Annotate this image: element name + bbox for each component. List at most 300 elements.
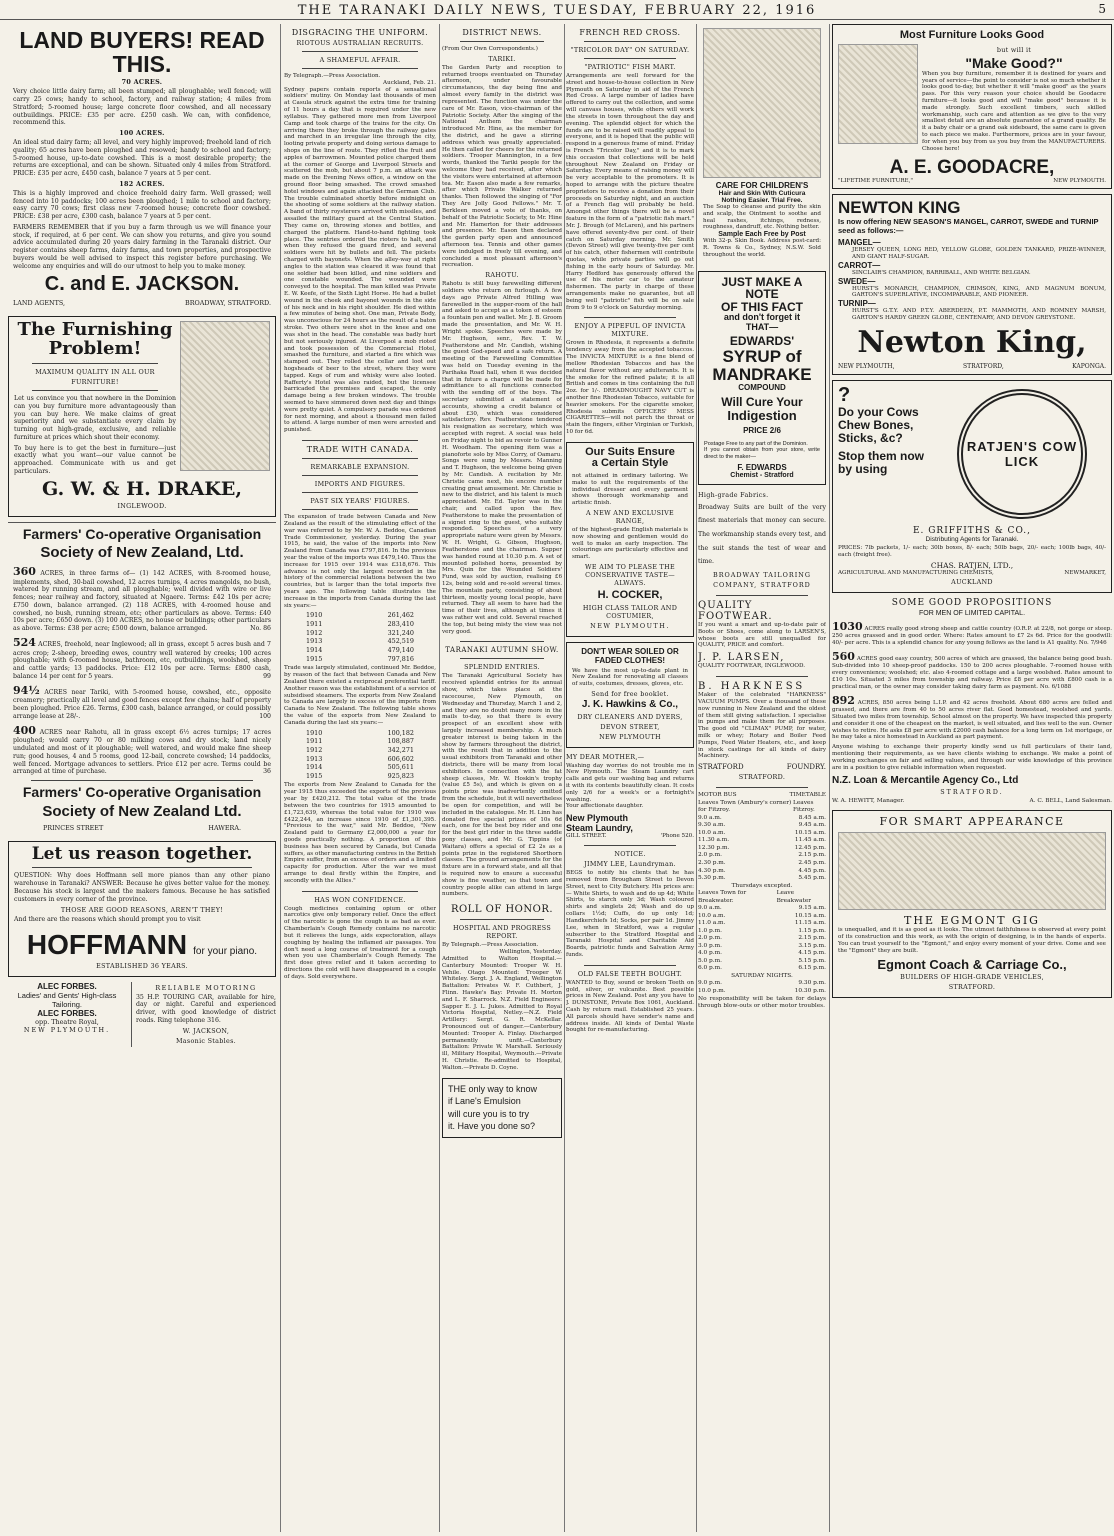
masthead-title: THE TARANAKI DAILY NEWS, TUESDAY, FEBRUARY 22, 1916 [297,3,817,18]
time-cell: 5.15 p.m. [798,957,826,964]
notice-body: BEGS to notify his clients that he has removed from Brougham Street to Devon Street, next to City Butchery. His prices are:— White Shirts, to wash and do up 4d; White Shirts, to starch only 3d; Wash coloured shirts and singlets 2d; Wash and do up collars 1½d; Cuffs, do up only 1d; Handkerchiefs 1d; Socks, per pair 1d. Jimmy Lee, when in Stratford, was a regular subscriber to the Stratford Hospital and Taranaki Hospital and Charitable Aid Boards, patriotic funds and Salvation Army funds. [566,870,694,958]
firm-name: ALEC FORBES. [37,1008,97,1018]
ad-line: Indigestion [727,407,797,423]
notice-title: OLD FALSE TEETH BOUGHT. [577,969,683,978]
ad-line: Sticks, &c? [838,430,903,445]
ad-body: not attained in ordinary tailoring. We make to suit the requirements of the individual dresser and every garment shows thorough workmanship and artistic finish. [572,472,688,507]
time-cell: 9.0 p.m. [698,980,722,987]
article-body: The Garden Party and reception to returned troops eventuated on Thursday afternoon, under favourable circumstances, the day being fine and almost every family in the district was represented. The function was under the care of Mr. Eason, vice-chairman of the Patriotic Society. After the singing of the National Anthem the chairman introduced Mr. Hine, as the member for the district, and he gave a stirring address which was greatly appreciated. He then called for cheers for the returned soldiers. Trooper Mannington, in a few words, thanked the Tariki people for the welcome they had received, after which the visitors were entertained at afternoon tea. Mr. Eason also made a few remarks, after which Private Walker returned thanks. Then followed the singing of "For They Are Jolly Good Fellows." Mr. T. Berkleen moved a vote of thanks, on behalf of the Patriotic Society, to Mr. Hine and Mr. Hamerton for their addresses and presence. Mr. Eason then declared the garden party open and announced afternoon tea. Tennis and other games were indulged in freely till evening, and concluded a most pleasant afternoon's recreation. [442,64,562,269]
timetable-subhead: Leave Breakwater [776,890,812,904]
ad-body: of the highest-grade English materials is now showing and gentlemen would do well to make an early inspection. The colourings are particularly effective and smart. [572,526,688,561]
firm-phone: 'Phone 520. [660,833,694,840]
firm-address: opp. Theatre Royal, [35,1017,99,1026]
foundry-name: FOUNDRY. [786,763,826,772]
ad-body: To buy here is to get the best in furniture—just exactly what you want—our value cannot be approached. Communicate with us and get particulars. [14,444,176,475]
firm-town: NEW PLYMOUTH [599,732,661,741]
ad-line: it. Have you done so? [448,1121,536,1132]
column-4 [566,24,694,1532]
listing-ref: No. 7/946 [1078,640,1107,647]
product-name: EDWARDS' [729,334,795,349]
ad-headline: Problem! [48,338,142,360]
larsen-ad [698,600,826,670]
cow-lick-seal-icon [957,389,1087,519]
time-cell: 12.30 p.m. [698,844,730,851]
article-subhead: A SHAMEFUL AFFAIR. [319,56,401,64]
table-year: 1913 [306,754,323,763]
article-body: Admitted to Walton Hospital.—Canterbury Mounted: Trooper W. H. Vehile. Otago Mounted: Trooper W. Whiteley. Sergt. J. A. England, Wellington Battalion: Privates W. F. Cuthbert, J. Flinn. Hawke's Bay: Private H. Morton and L. F. Sharrock. N.Z. Field Engineers: Sapper E. J. L. Jukes. Admitted to Royal Victoria Hospital, Netley.—N.Z. Field Artillery: Sergt. G. R. McKellar. Pronounced out of danger.—Canterbury Mounted: Trooper A. Finlay. Discharged permanently unfit.—Canterbury Battalion: Private W. Marshall. Seriously ill, Military Hospital, Weymouth.—Private H. Christie. Re-admitted to Hospital, Walton.—Private D. Coyne. [442,955,562,1071]
ad-line: THE only way to know [448,1083,538,1094]
seed-list: HURST'S G.T.Y. AND P.T.Y. ABERDEEN, P.T. MAMMOTH, AND ROMNEY MARSH, GARTON'S HARDY GREEN GLOBE, CENTENARY, AND DEVON GREYSTONE. [852,308,1106,322]
article-subhead: PAST SIX YEARS' FIGURES. [310,497,410,506]
article-body: Trade was largely stimulated, continued Mr. Beddoe, by reason of the fact that between Canada and New Zealand there existed a reciprocal preferential tariff. Another reason was the establishment of a service of subsidised steamers. The exports from New Zealand to Canada are largely in excess of the imports from Canada to New Zealand. The following table shows the value of the exports from New Zealand to Canada during the last six years:— [284,665,436,726]
ad-signature: Your affectionate daughter. [566,803,644,810]
firm-name: BROADWAY TAILORING [713,571,811,580]
listing-number: 1030 [832,620,863,634]
ad-headline: "Make Good?" [965,55,1063,71]
article-headline: FRENCH RED CROSS. [579,28,681,37]
ad-line: Do your Cows [838,405,919,420]
time-cell: 9.15 a.m. [798,905,826,912]
time-cell: 9.30 a.m. [698,822,726,829]
time-cell: 9.0 a.m. [698,814,722,821]
listing-number: 560 [832,650,855,664]
article-subhead: (From Our Own Correspondents.) [442,46,538,52]
listing [13,684,271,721]
ad-tagline: MAXIMUM QUALITY IN ALL OUR [35,368,155,377]
harkness-ad [698,681,826,781]
time-cell: 2.15 p.m. [798,935,826,942]
firm-address: DEVON STREET, [600,722,660,731]
time-cell: 6.15 p.m. [798,965,826,972]
ad-body: We have the most up-to-date plant in New Zealand for renovating all classes of suits, costumes, dresses, gloves, etc. [572,667,688,688]
article-body: The expansion of trade between Canada and New Zealand as the result of the stimulating effect of the war was referred to by Mr. W. A. Beddoe, Canadian Trade Commissioner, yesterday. During the year 1915, he said, the value of the imports into New Zealand from Canada was £797,816. In the previous year the value of the imports was £479,140. Thus the increase for 1915 over 1914 was £318,676. This advance is not only the largest recorded in the history of the commercial relations between the two countries, but is larger than the total imports five years ago. The following table illustrates the increase in the imports from Canada during the last six years:— [284,514,436,609]
ad-headline: Farmers' Co-operative Organisation [22,525,262,542]
place-heading: RAHOTU. [485,271,519,280]
hoffmann-ad [8,841,276,977]
time-cell: 3.0 p.m. [698,942,722,949]
table-value: 283,410 [387,620,414,629]
cocker-ad [566,442,694,637]
ad-body: is unequalled, and it is as good as it looks. The utmost faithfulness is observed at every point of its construction and this work, as with the origin of designing, is in the hands of experts. You can trust yourself to the "Egmont," and enjoy every moment of your drive. Come and see the "Egmont" they are built. [838,927,1106,954]
time-cell: 5.0 p.m. [698,957,722,964]
ad-tagline: A NEW AND EXCLUSIVE RANGE, [585,508,675,525]
table-value: 261,462 [387,611,414,620]
article-subhead: IMPORTS AND FIGURES. [314,480,406,489]
column-6 [832,24,1112,1532]
ad-headline: RELIABLE MOTORING [155,983,257,992]
article-body: Rahotu is still busy farewelling different soldiers who return on furlough. A few days ago Private Alfred Hilling was farewelled in the supper-room of the hall and asked to accept as a token of esteem a fountain pen and wallet. Mr. J. B. Groom made the presentation, and Mr. W. H. Wright spoke. Speeches were made by Mr. Hughson, senr., Rev. T. W. Featherstone and Mr. Candish, wishing the guest God-speed and a safe return. A meeting of the Farewelling Committee was held on Tuesday evening in the Parihaka Road hall, when it was decided that in future a charge will be made for admittance to all functions connected with the sending off of the boys. The secretary submitted a statement of accounts, showing a credit balance of about £30, which was considered satisfactory. Rev. Featherstone tendered his resignation as secretary, which was accepted with regret. A social was held on Friday night to bid au revoir to Gunner H. Woodham. The opening item was a pianoforte solo by Miss Corry, of Oamaru. Songs were sung by Messrs. Manning and T. Hughson, the welcome being given by Mr. Candish. A recitation by Mr. Christie came next, his encore number creating great amusement. Mr. Christie is new to the district, and his talent is much appreciated. Mr. Ed. Taylor was in the chair, and called upon the Rev. Featherstone to make the presentation of a signet ring to the guest, who suitably responded. Speeches of a very appropriate nature were given by Messrs. W. H. Wright, G. Gibson, Hughson, Featherstone and the chairman. Supper was handed round at 10.30 p.m. A set of mounted polished horns, presented by Mrs. Quin for the Wounded Soldiers' Fund, was sold by auction, realising £6 12s, being sold and re-sold several times. The mountain party, consisting of about thirteen, mostly young local people, have returned. They all seem to have had the time of their lives, although at times it was rather wet and cold. Several reached the top, but being misty the view was not very good. [442,281,562,635]
timetable-subhead: Leaves Town for Breakwater. [698,890,747,904]
ad-line: Chew Bones, [838,418,914,432]
listing [13,565,271,633]
article-cough [284,896,436,981]
firm-address: PRINCES STREET [43,823,104,832]
time-cell: 4.30 p.m. [698,867,726,874]
listing-text: ACRES, 850 acres being L.I.P. and 42 acres freehold. About 680 acres are felled and grassed, and there are from 40 to 50 acres river flat. Good homestead, woolshed and yards. Situated two miles from township. School almost on the property. We have inspected this property and consider it one of the cheapest on the market, is well situated, and lies well to the sun. Owner wishes to retire. He asks £8 per acre with £2000 cash balance for a long term on 1st mortgage, or he may take a nice homestead in Auckland as part payment. [832,699,1112,741]
time-cell: 10.0 a.m. [698,829,726,836]
page-number: 5 [1098,2,1106,16]
time-cell: 11.30 a.m. [698,837,730,844]
table-value: 505,611 [387,763,414,772]
motoring-ad [131,982,276,1047]
firm-address: Masonic Stables. [175,1036,237,1045]
hawkins-ad [566,642,694,748]
farm-text: Very choice little dairy farm; all been stumped; all ploughable; well fenced; will carry 25 cows; handy to school, factory, and railway station; 4 miles from Stratford; 5-roomed house; large concrete floor cowshed, and all necessary outbuildings. PRICE: £35 per acre. £250 cash. We can, with confidence, recommend this. [13,88,271,127]
table-value: 479,140 [387,646,414,654]
ad-note: FARMERS REMEMBER that if you buy a farm through us we will finance your stock, if required, at 6 per cent. We can show you returns, and give you sound advice accumulated during 20 years dairy farming in the Taranaki district. Our register contains sheep farms, dairy farms, and town properties, and prospective buyers would be well advised to inspect this register before purchasing. We welcome any enquiries and will do our utmost to help you to make money. [13,223,271,270]
article-headline: TARANAKI AUTUMN SHOW. [445,646,559,655]
product-name: SYRUP of [722,346,802,366]
article-subhead: HAS WON CONFIDENCE. [314,895,406,904]
furnishing-ad [8,316,276,516]
imports-table [284,609,436,665]
article-headline: TRADE WITH CANADA. [306,445,414,455]
cuticura-ad [698,24,826,263]
jimmy-lee-notice [566,850,694,959]
ad-headline: Let us reason together. [31,843,253,864]
article-dateline: Wellington, Yesterday. [499,949,562,956]
listing-ref: No. 86 [250,625,271,633]
firm-name: J. P. LARSEN, [698,652,785,664]
ad-headline: CARE FOR CHILDREN'S [715,181,809,190]
product-name: THE EGMONT GIG [904,914,1040,928]
time-cell: 2.15 p.m. [798,852,826,859]
time-cell: 10.30 p.m. [794,988,826,995]
listing-text: ACRES, freehold, near Inglewood; all in grass, except 5 acres bush and 7 acres crop; 2-sheep, breeding ewes, country well watered by creeks; 100 acres ploughable; with 6-roomed house, bathroom, etc, outbuildings, woolshed, sheep and cattle yards; 13 paddocks. Price: £12 10s per acre. Terms: £800 cash, balance 14 per cent for 5 years. [13,640,271,680]
notice-title: JIMMY LEE, Laundryman. [584,860,676,869]
firm-town: STRATFORD. [948,983,996,992]
article-body: Grown in Rhodesia, it represents a definite tendency away from the accepted tobaccos. The INVICTA MIXTURE is a fine blend of mellow Rhodesian Tobaccos and has the natural flavor without any adulterants. It is the smoke for the refined palate; it is all British and comes in tins containing the full 2oz. for 1/-. DREADNOUGHT NAVY CUT is another fine Rhodesian Tobacco, suitable for heavier smokers. For the cigarette smoker, Rhodesia submits OFFICERS' MESS CIGARETTES—will not parch the throat or stain the fingers, either Virginian or Turkish, 10 for 6d. [566,340,694,435]
time-cell: 2.0 p.m. [698,852,722,859]
table-year: 1912 [306,745,323,754]
listing-number: 400 [13,723,36,737]
listing-ref: No. 6/1088 [1039,683,1072,690]
time-cell: 11.0 a.m. [698,920,726,927]
table-year: 1915 [306,654,323,663]
firm-town: HAWERA. [208,823,241,832]
salesman-name: A. C. BELL, Land Salesman. [1029,798,1112,805]
seed-list: HURST'S MONARCH, CHAMPION, CRIMSON, KING, AND MAGNUM BONUM, GARTON'S SUPERLATIVE, INCOMPARABLE, AND PIONEER. [852,285,1106,299]
article-autumn-show [442,646,562,898]
firm-name: G. W. & H. DRAKE, [42,477,242,500]
land-buyers-ad [8,24,276,311]
seed-category: SWEDE— [838,276,876,286]
ad-tagline: FURNITURE! [71,378,119,387]
listing-text: ACRES, in three farms of— (1) 142 ACRES, with 8-roomed house, implements, shed, 30-bail cowshed, 12 acres turnips, 4 acres mangolds, no bush, watered by running stream, and all ploughable; well divided with wire or live fences; near railway and factory, situated at Ngaere. Terms: £42 10s per acre; £750 down, balance arranged. (2) 118 ACRES, with 4-roomed house and cowshed, no bush, running stream, etc; other particulars as above. Terms: £40 10s per acre; £650 down. (3) 100 ACRES, no house or buildings; other particulars as above. Terms: £38 per acre; £500 down, balance arranged. [13,569,272,633]
price: PRICE 2/6 [743,426,781,436]
firm-town: STRATFORD. [738,773,786,782]
listing [13,724,271,777]
time-cell: 4.15 p.m. [798,950,826,957]
time-cell: 3.15 p.m. [798,942,826,949]
ad-body: Maker of the celebrated "HARKNESS" VACUUM PUMPS. Over a thousand of these now running in New Zealand and the oldest of them still giving satisfaction. I specialise in pumps and make them for all purposes. The good old "CLIMAX" PUMP, for water, milk or whey; Rotary and Boiler Feed Pumps, Feed Water Heaters, etc., and keep in stock castings for all kinds of dairy Machinery. [698,692,826,760]
article-subhead: "TRICOLOR DAY" ON SATURDAY. [570,46,690,54]
ad-intro: Is now offering NEW SEASON'S MANGEL, CARROT, SWEDE and TURNIP seed as follows:— [838,217,1099,236]
newton-king-ad [832,194,1112,375]
article-body: The Taranaki Agricultural Society has received splendid entries for its annual show, which takes place at the racecourse, New Plymouth, on Wednesday and Thursday, March 1 and 2, and they are no doubt many more in the mails to-day, so that there is every prospect of an excellent show with largely increased membership. A much greater interest is being taken in the show by farmers throughout the district, with the result that in addition to the usual exhibitors from Taranaki and other districts, there will be many from local exhibitors. In connection with the fat sheep classes, Mr. W. Hoskin's trophy (value £5 5s), and which is given on a points prize was inadvertently omitted from the schedule, but it will nevertheless be open for competition, and will be included in the catalogue. Mr. H. Linn has donated five special prizes of 10s 6d each, one for the best boy rider and one for the best girl rider in the three saddle pony classes, and Mr. G. Tippins (of Waitara) offers a special of £2 2s as a points prize in the registered Shorthorn classes. The ground arrangements for the fixture are in a forward state, and all that is required now to ensure a successful show is fine weather, so that town and country people alike can attend in large numbers. [442,673,562,898]
firm-name: N.Z. Loan & Mercantile Agency Co., Ltd [832,775,1019,787]
firm-role: HIGH CLASS TAILOR AND COSTUMIER, [582,603,678,620]
ad-tagline: Send for free booklet. [591,690,669,699]
product-name: COMPOUND [738,382,786,392]
firm-address: INGLEWOOD. [117,501,167,510]
firm-address: BROADWAY, STRATFORD. [185,299,271,308]
table-year: 1912 [306,628,323,637]
table-value: 452,519 [387,637,414,646]
goodacre-ad [832,24,1112,189]
furniture-illustration-icon [838,44,918,144]
laundry-ad [566,753,694,840]
ad-subhead: but will it [996,46,1032,54]
question-mark: ? [838,384,851,407]
ad-body: Let us convince you that nowhere in the Dominion can you buy furniture more advantageously than you can buy here. We make claims of great superiority and we substantiate every claim by turning out high-grade, exclusive, and reliable furniture at prices which shout their economy. [14,395,176,441]
time-cell: 2.0 p.m. [698,935,722,942]
time-cell: 9.0 a.m. [698,905,722,912]
firm-role: BUILDERS OF HIGH-GRADE VEHICLES, [900,973,1044,982]
article-byline: By Telegraph.—Press Association. [442,942,539,949]
ad-body: With 32-p. Skin Book. Address post-card: R. Towns & Co., Sydney, N.S.W. Sold throughout the world. [703,238,821,258]
article-byline: By Telegraph.—Press Association. [284,73,381,79]
table-value: 321,240 [387,628,414,637]
farm-text: This is a highly improved and choice freehold dairy farm. Well grassed; well fenced into 10 paddocks; 100 acres been ploughed; 1 mile to school and factory; easy carry 70 cows; first class new 7-roomed house; concrete floor cowshed. PRICE: £38 per acre, £300 cash, balance 7 years at 5 per cent. [13,189,271,221]
bottom-ads-row [8,982,276,1047]
mother-child-illustration-icon [703,28,821,178]
ad-headline: QUALITY [698,600,753,612]
firm-tagline: "LIFETIME FURNITURE," [838,178,913,185]
firm-address: COMPANY, STRATFORD [713,581,811,590]
seed-category: MANGEL— [838,238,881,248]
ad-body: If you cannot obtain from your store, write direct to the maker— [704,447,820,461]
ad-line: if Lane's Emulsion [448,1096,521,1107]
table-value: 100,182 [387,728,414,737]
maker-role: AGRICULTURAL AND MANUFACTURING CHEMISTS, [838,570,994,577]
table-year: 1914 [306,763,323,772]
article-subhead: HOSPITAL AND PROGRESS REPORT. [452,924,552,941]
timetable-note: No responsibility will be taken for delays through blow-outs or other motor troubles. [698,995,826,1010]
listing-text: ACRES near Rahotu, all in grass except 6½ acres turnips; 17 acres ploughed; would carry 70 or 80 milking cows and dry stock; land nicely undulated and most of it ploughable; well watered, and would make fine sheep run; good houses, 4 and 5 rooms, good 12-bail, concrete cowshed; 14 paddocks, well fenced. Mortgage advances to settlers. Price £12 per acre. Terms could be arranged at time of purchase. [13,728,271,776]
ad-subhead: Hair and Skin With Cuticura [718,190,806,197]
cow-lick-ad [832,380,1112,593]
table-year: 1911 [306,620,323,629]
price-list: PRICES: 7lb packets, 1/- each; 30lb boxes, 8/- each; 50lb bags, 20/- each; 100lb bags, 40/- each (freight free). [838,545,1106,559]
article-mutiny [284,28,436,434]
time-cell: 10.0 p.m. [698,988,726,995]
ad-line: OF THIS FACT [721,299,803,314]
firm-name: A. E. GOODACRE, [889,157,1055,179]
listing [13,636,271,681]
ad-body: When you buy furniture, remember it is destined for years and years of service—the point to consider is not so much whether it looks good to-day, but whether it will "make good" as the years pass. For this very reason your choice should be Goodacre furniture—it looks good and will "make good" because it is made strongly. Such excellent timbers, such skilled workmanship, such care and attention as we give to the very smallest detail are an absolute guarantee of a grand quality. Be it a baby chair or a grand oak sideboard, the same care is given to each piece we make. Furthermore, prices are in your favour, for when you buy from us you buy from the MANUFACTURERS. Choose here! [922,70,1106,152]
ad-line: will cure you is to try [448,1108,530,1119]
firm-name: Steam Laundry, [566,823,633,834]
firm-name: ALEC FORBES. [37,981,97,991]
gig-carriage-illustration-icon [838,832,1106,910]
time-cell: 11.15 a.m. [794,920,826,927]
firm-name: W. JACKSON, [182,1026,230,1035]
firm-name: Egmont Coach & Carriage Co., [877,956,1067,972]
seal-text: RATJEN'S COW LICK [966,439,1078,470]
broadway-ad [698,491,826,589]
timetable-note: Thursdays excepted. [731,882,793,889]
listing-ref: 36 [263,768,271,776]
time-cell: 12.45 p.m. [794,844,826,851]
maker-name: CHAS. RATJEN, LTD., [930,561,1014,571]
seed-list: JERSEY QUEEN, LONG RED, YELLOW GLOBE, GOLDEN TANKARD, PRIZE-WINNER, AND GIANT HALF-SUGAR. [852,247,1106,261]
listing [832,650,1112,691]
time-cell: 5.30 p.m. [698,875,726,882]
listing-text: ACRES really good strong sheep and cattle country (O.R.P. at 22/8, not gorge or steep. 250 acres grassed and in good order. Where: Rates amount to £7 2s 6d. Price for the goodwill: 40/- per acre. This is a splendid chance for any young fellows as the land is A1 quality. [832,626,1112,647]
article-subhead: RIOTOUS AUSTRALIAN RECRUITS. [296,39,424,47]
article-body: Sydney papers contain reports of a sensational soldiers' mutiny. On Monday last thousands of men at Casula struck against the extra time for training of 11 hours a day that is required under the new syllabus. They gathered more men from Liverpool Camp and took charge of the trains for the city. On arriving there they broke through the railway gates and marched in an irregular line through the city, looting private property and doing serious damage to shops on the line of route. They rifled the fruit and apples of barrowmen. Mounted police charged them at the corner of George and Liverpool Streets and scattered the mob, but about 7 p.m. an attack was made on the Evening News office, a window on the ground floor being smashed. The crowd smashed hotel windows and again attacked the German Club. The trouble culminated shortly before midnight on the shooting of some soldiers at the railway station. A band of thirty roysterers arrived with missiles, and assailed the military guard at the Central Station. They came on, throwing stones and bottles, and charged the platform. Hand-to-hand fighting took place. The sentries ordered the rioters to halt, and when they refused the guard fired, and several soldiers were hit by bullets and fell. The pickets charged with bayonets. When the alley-way at right angles to the station was cleared it was found that one soldier had been killed, and nine soldiers and one constable wounded. The wounded were conveyed to the hospital. The man killed was Private E. W. Keefe, of the Sixth Light Horse. He had a bullet wound in the cheek and bayonet wounds in the side of his neck and in his right shoulder. He died within a few minutes of being shot. One man, Private Body, was unconscious for 24 hours as the result of a baton stroke. Two others were shot in the knee and one was shot in the head. The constable was badly hurt but not seriously injured. At Liverpool a mob rioted and took possession of the Commercial Hotel, smashed the furniture, and started a fire which was stamped out. They rolled the cellar and loot out hogsheads of beer to the street, where they were tapped. Kegs of rum and whisky were also looted. Rafferty's Hotel was also raided, but the licensee barricaded the premises and escaped, the only damage being a few broken windows. The trouble seemed to have simmered down next day and things were pretty quiet. A compulsory parade was ordered for next morning, and about a thousand men failed to attend. A large number of men were arrested and punished. [284,86,436,434]
time-cell: 11.45 a.m. [794,837,826,844]
time-cell: 9.45 a.m. [798,822,826,829]
firm-name: New Plymouth [566,813,629,824]
timetable-note: SATURDAY NIGHTS. [731,972,793,979]
maker-city: AUCKLAND [951,578,993,587]
ad-headline: DON'T WEAR SOILED OR [581,646,679,656]
seed-category: CARROT— [838,260,881,270]
listing-number: 360 [13,564,36,578]
ad-line: JUST MAKE A NOTE [721,274,803,302]
listing-number: 524 [13,635,36,649]
ad-headline: FADED CLOTHES! [594,655,666,665]
seed-category: TURNIP— [838,299,876,309]
time-cell: 10.15 a.m. [794,829,826,836]
firm-town: STRATFORD, [963,363,1004,371]
listing [832,620,1112,647]
firm-town: NEW PLYMOUTH. [1053,178,1106,185]
ad-headline: SOME GOOD PROPOSITIONS [891,598,1053,609]
column-1 [8,24,276,1532]
firm-town: STRATFORD. [940,788,1004,797]
time-cell: 6.0 p.m. [698,965,722,972]
ad-offer: Sample Each Free by Post [718,231,806,239]
time-cell: 1.0 p.m. [698,927,722,934]
exports-table [284,727,436,783]
article-headline: ROLL OF HONOR. [450,904,554,916]
firm-name: C. and E. JACKSON. [44,273,240,296]
house-illustration-icon [180,321,270,471]
firm-town: NEW PLYMOUTH, [838,363,895,371]
column-rule [696,24,697,1532]
column-rule [280,24,281,1532]
listing [832,694,1112,741]
firm-name: F. EDWARDS [737,463,787,473]
time-cell: 2.45 p.m. [798,859,826,866]
egmont-gig-ad [832,810,1112,998]
farm-text: An ideal stud dairy farm; all level, and very highly improved; freehold land of rich quality; 65 acres have been ploughed and resowed; handy to school and factory; 5-roomed house, up-to-date cowshed. This is a most desirable property; the returns are exceptional, and can be shown. Situated only 4 miles from Stratford. PRICE: £35 per acre, £450 cash, balance 7 years at 5 per cent. [13,139,271,178]
article-dateline: Auckland, Feb. 21. [383,79,436,86]
ad-body: QUESTION: Why does Hoffmann sell more pianos than any other piano warehouse in Taranaki? ANSWER: Because he gives better value for the money. Because his stock is largest and the makers famous. Because he has satisfied customers in every corner of the province. [14,872,270,903]
table-year: 1910 [306,728,323,737]
time-cell: 4.45 p.m. [798,867,826,874]
ad-tagline: Tailoring. [51,999,82,1009]
ad-headline: Society of New Zealand, Ltd. [40,544,244,562]
firm-town: NEW PLYMOUTH. [23,1025,111,1034]
ad-tagline: WE AIM TO PLEASE THE CONSERVATIVE TASTE—ALWAYS. [585,563,675,588]
table-value: 606,602 [387,754,414,763]
ad-subhead: Nothing Easier. Trial Free. [721,197,803,204]
article-body: The exports from New Zealand to Canada for the year 1915 thus exceeded the exports of the previous year by £420,212. The total value of the trade between the two countries for 1915 amounted to £1,723,639, whereas the total value for 1910 was £422,244, an increase since 1910 of £1,301,395. "Previous to the war," said Mr. Beddoe, "New Zealand paid to Germany £2,000,000 a year for goods practically nothing. A proportion of this business has been secured by Canada, but Canada suffers, as other manufacturing centres in the British Empire suffer, from an excess of orders and a limited capacity for production. After the war we must arrange to deal firstly within the Empire, and secondly with the Allies." [284,782,436,884]
farm-acres: 100 ACRES. [119,129,165,138]
seed-list: SINCLAIR'S CHAMPION, BARRIBALL, AND WHITE BELGIAN. [852,269,1031,276]
article-body: Cough medicines containing opium or other narcotics give only temporary relief. Once the effect of the narcotic is gone the cough is as bad as ever. Chamberlain's Cough Remedy contains no narcotic but it relieves the lungs, aids expectoration, allays coughing by healing the inflamed air passages. You don't need a long course of treatment for a cough when you use Chamberlain's Cough Remedy. The first dose gives relief and it taken according to directions the cold will have disappeared in a couple of days. Sold everywhere. [284,905,436,980]
ad-tagline: THOSE ARE GOOD REASONS, AREN'T THEY! [60,906,224,915]
article-subhead: REMARKABLE EXPANSION. [310,463,410,472]
ad-body: And there are the reasons which should prompt you to visit [14,916,201,924]
article-district-news [442,28,562,635]
time-cell: 10.15 a.m. [794,912,826,919]
brand-name: HOFFMANN [26,929,188,961]
farm-acres: 182 ACRES. [119,179,165,188]
ad-line: by using [838,461,888,476]
article-subhead: SPLENDID ENTRIES. [464,663,540,672]
place-heading: TARIKI. [488,54,516,63]
timetable-heading: TIMETABLE [789,792,826,799]
ad-tagline: Ladies' and Gents' High-class [17,990,117,1000]
notice-body: WANTED to Buy, sound or broken Teeth on gold, silver, or vulcanite. Best possible prices in New Zealand. Post any you have to J. DUNSTONE, Private Box 1061, Auckland. Cash by return mail. Established 25 years. All parcels should have sender's name and address inside. All kinds of Dental Waste bought for re-manufacturing. [566,979,694,1034]
ad-body: Washing day worries do not trouble me in New Plymouth. The Steam Laundry cart calls and gets our washing bag and returns it with its contents beautifully clean. It costs only 2/6 for a week's or a fortnight's washing. [566,762,694,803]
ad-headline: NEWTON KING [838,198,961,218]
listing-number: 892 [832,693,855,707]
ad-body: If you want a smart and up-to-date pair of Boots or Shoes, come along to LARSEN'S, whose boots are still unequalled for QUALITY, PRICE and comfort. [698,622,826,649]
firm-name: H. COCKER, [597,589,663,602]
forbes-ad [8,982,126,1047]
table-year: 1913 [306,637,323,646]
article-roll-of-honor [442,904,562,1071]
propositions-ad [832,598,1112,804]
column-rule [564,24,565,1532]
firm-name: Newton King, [857,324,1087,360]
timetable-heading: MOTOR BUS [698,792,737,799]
ad-headline: Farmers' Co-operative Organisation [22,784,262,801]
ad-line: THAT— [745,321,779,332]
maker-town: NEWMARKET, [1064,570,1106,577]
ad-line: Will Cure Your [721,395,803,410]
article-canada [284,445,436,885]
ad-body: Broadway Suits are built of the very finest materials that money can secure. The workmanship stands every test, and the suit stands the test of wear and time. [698,503,826,566]
ad-line: Stop them now [838,449,924,464]
manager-name: W. A. HEWITT, Manager. [832,798,905,805]
table-year: 1910 [306,611,323,620]
timetable-subhead: Leaves Town (Ambury's corner) for Fitzroy. [698,799,792,814]
ad-headline: The Furnishing [17,319,173,341]
listing-text: ACRES near Tariki, with 5-roomed house, cowshed, etc., opposite creamery; practically all level and good fences except few chains; half of property been ploughed. Price £26. Terms, £300 cash, balance arranged, or could possibly arrange lease at 28/-. [13,688,271,720]
column-rule [829,24,830,1532]
article-red-cross [566,28,694,311]
foundry-name: STRATFORD [698,763,744,772]
time-cell: 5.45 p.m. [798,875,826,882]
ad-body: Postage Free to any part of the Dominion. [704,440,808,447]
column-rule [439,24,440,1532]
firm-address: QUALITY FOOTWEAR, INGLEWOOD. [698,663,806,670]
firm-name: B. HARKNESS [698,681,806,693]
column-3 [442,24,562,1532]
article-subhead: ENJOY A PIPEFUL OF INVICTA MIXTURE. [574,322,686,339]
article-subhead: MY DEAR MOTHER,— [566,752,645,761]
established: ESTABLISHED 36 YEARS. [96,961,188,970]
listing-text: ACRES good easy country, 500 acres of which are grassed, the balance being good bush. Sub-divided into 10 sheep-proof paddocks. 150 to 200 acres ploughable. 7-roomed house with every convenience; woolshed; etc. also 4-roomed cottage and a large woolshed. Rates amount to £10 10s. Situated 3 miles from township and railway. Price £8 per acre with £800 cash is a practical man, or the owner may consider taking dairy farm as payment. [832,656,1112,690]
notice-heading: NOTICE. [614,850,646,859]
table-value: 925,823 [387,771,414,780]
ad-headline: Most Furniture Looks Good [899,29,1045,41]
ad-body: 35 H.P. TOURING CAR, available for hire, day or night. Careful and experienced driver, with good knowledge of district roads. Ring telephone 316. [136,993,276,1024]
timetable-subhead: Leaves Fitzroy. [793,799,815,814]
teeth-notice [566,970,694,1035]
article-invicta [566,322,694,435]
column-5 [698,24,826,1532]
bus-timetable [698,792,826,1010]
table-value: 797,816 [387,654,414,663]
